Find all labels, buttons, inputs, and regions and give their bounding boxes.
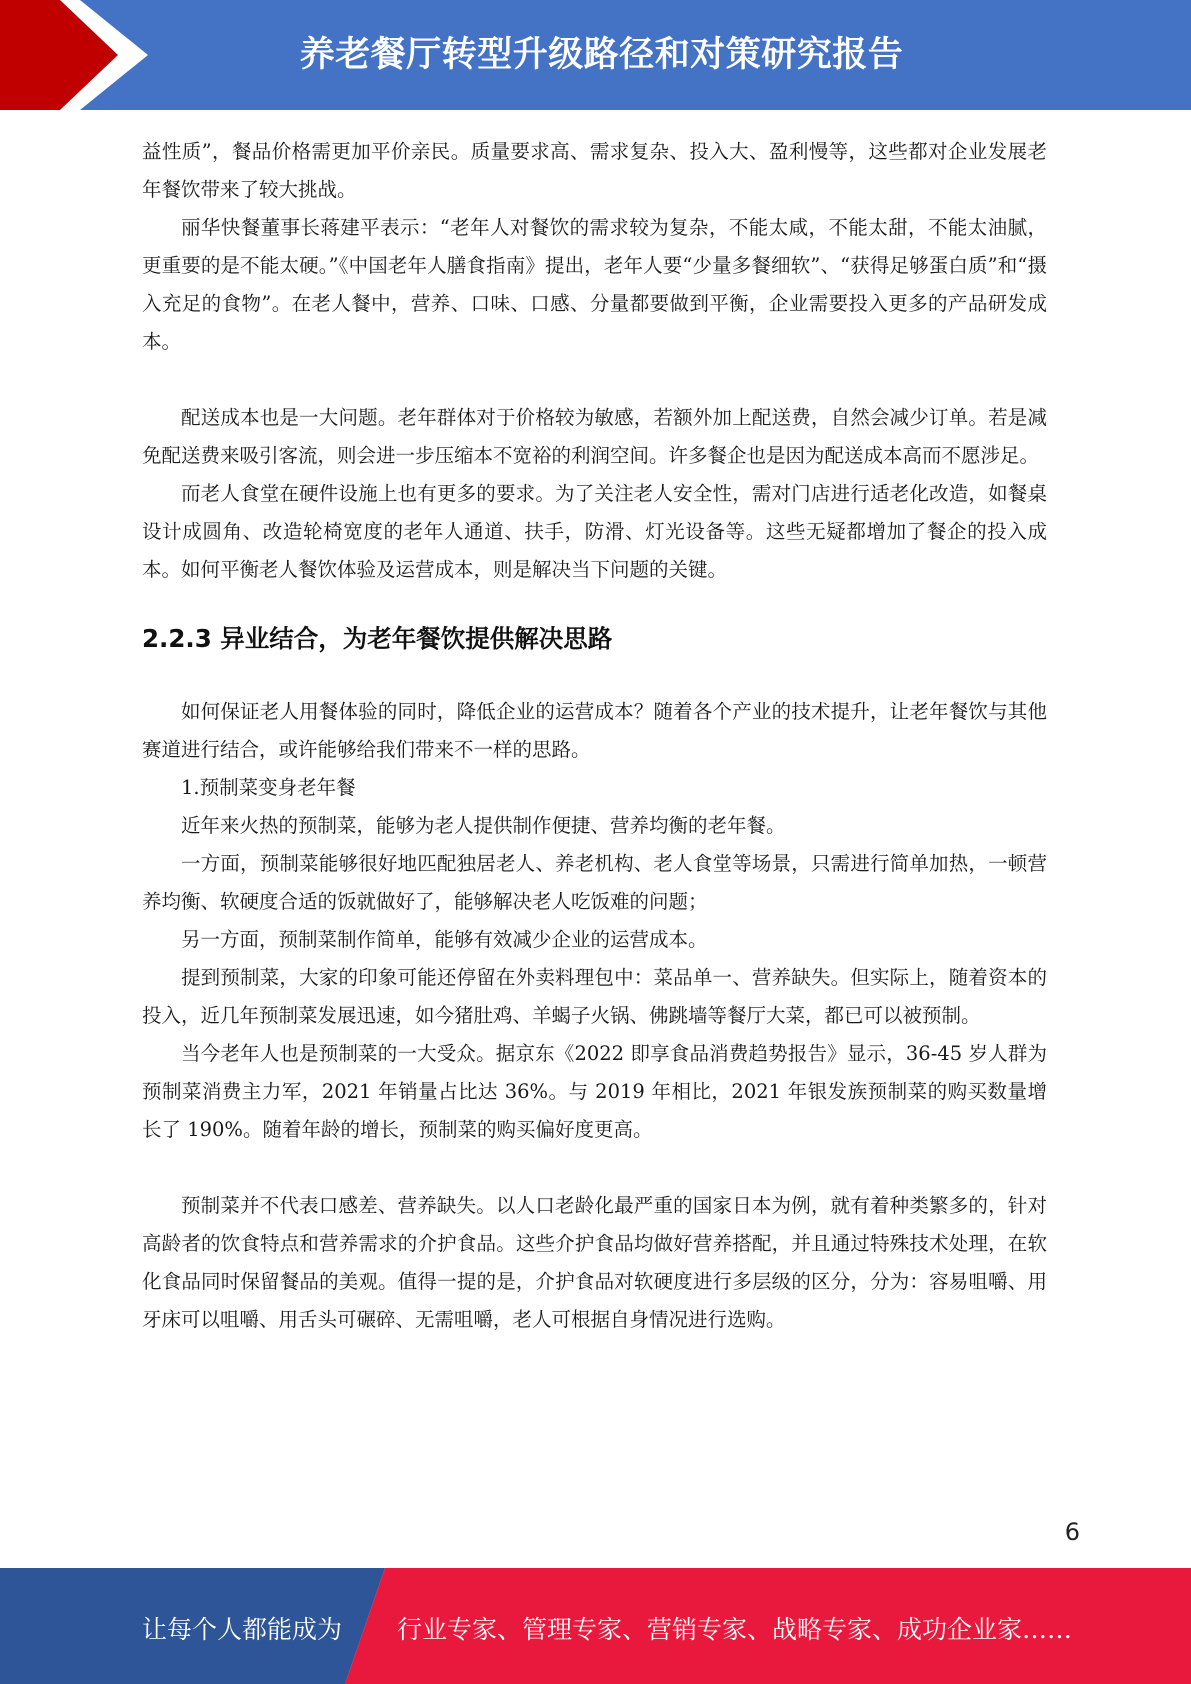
paragraph: 如何保证老人用餐体验的同时，降低企业的运营成本？随着各个产业的技术提升，让老年餐饮与其他赛道进行结合，或许能够给我们带来不一样的思路。 xyxy=(142,700,1047,761)
paragraph: 当今老年人也是预制菜的一大受众。据京东《2022 即享食品消费趋势报告》显示，36-45 岁人群为预制菜消费主力军，2021 年销量占比达 36%。与 2019 年相比，2021 年银发族预制菜的购买数量增长了 190%。随着年龄的增长，预制菜的购买偏好度更高。 xyxy=(142,1042,1047,1141)
paragraph: 近年来火热的预制菜，能够为老人提供制作便捷、营养均衡的老年餐。 xyxy=(181,814,786,837)
paragraph: 丽华快餐董事长蒋建平表示：“老年人对餐饮的需求较为复杂，不能太咸，不能太甜，不能太油腻，更重要的是不能太硬。”《中国老年人膳食指南》提出，老年人要“少量多餐细软”、“获得足够蛋白质”和“摄入充足的食物”。在老人餐中，营养、口味、口感、分量都要做到平衡，企业需要投入更多的产品研发成本。 xyxy=(142,216,1047,353)
paragraph: 提到预制菜，大家的印象可能还停留在外卖料理包中：菜品单一、营养缺失。但实际上，随着资本的投入，近几年预制菜发展迅速，如今猪肚鸡、羊蝎子火锅、佛跳墙等餐厅大菜，都已可以被预制。 xyxy=(142,966,1047,1027)
page-header xyxy=(0,0,1191,110)
paragraph: 另一方面，预制菜制作简单，能够有效减少企业的运营成本。 xyxy=(181,928,708,951)
footer-slogan-left: 让每个人都能成为 xyxy=(142,1615,343,1644)
paragraph: 益性质”，餐品价格需更加平价亲民。质量要求高、需求复杂、投入大、盈利慢等，这些都对企业发展老年餐饮带来了较大挑战。 xyxy=(142,140,1047,201)
section-heading: 2.2.3 异业结合，为老年餐饮提供解决思路 xyxy=(142,624,613,653)
footer-slogan-right: 行业专家、管理专家、营销专家、战略专家、成功企业家…… xyxy=(397,1615,1073,1644)
document-body xyxy=(142,133,1047,1339)
list-heading: 1.预制菜变身老年餐 xyxy=(181,776,356,799)
paragraph: 预制菜并不代表口感差、营养缺失。以人口老龄化最严重的国家日本为例，就有着种类繁多的，针对高龄者的饮食特点和营养需求的介护食品。这些介护食品均做好营养搭配，并且通过特殊技术处理，在软化食品同时保留餐品的美观。值得一提的是，介护食品对软硬度进行多层级的区分，分为：容易咀嚼、用牙床可以咀嚼、用舌头可碾碎、无需咀嚼，老人可根据自身情况进行选购。 xyxy=(142,1194,1047,1331)
paragraph: 而老人食堂在硬件设施上也有更多的要求。为了关注老人安全性，需对门店进行适老化改造，如餐桌设计成圆角、改造轮椅宽度的老年人通道、扶手，防滑、灯光设备等。这些无疑都增加了餐企的投入成本。如何平衡老人餐饮体验及运营成本，则是解决当下问题的关键。 xyxy=(142,482,1047,581)
page-number: 6 xyxy=(1064,1518,1080,1546)
report-title: 养老餐厅转型升级路径和对策研究报告 xyxy=(299,35,904,75)
paragraph: 一方面，预制菜能够很好地匹配独居老人、养老机构、老人食堂等场景，只需进行简单加热，一顿营养均衡、软硬度合适的饭就做好了，能够解决老人吃饭难的问题； xyxy=(142,852,1047,913)
paragraph: 配送成本也是一大问题。老年群体对于价格较为敏感，若额外加上配送费，自然会减少订单。若是减免配送费来吸引客流，则会进一步压缩本不宽裕的利润空间。许多餐企也是因为配送成本高而不愿涉足。 xyxy=(142,406,1047,467)
page-footer xyxy=(0,1568,1191,1684)
